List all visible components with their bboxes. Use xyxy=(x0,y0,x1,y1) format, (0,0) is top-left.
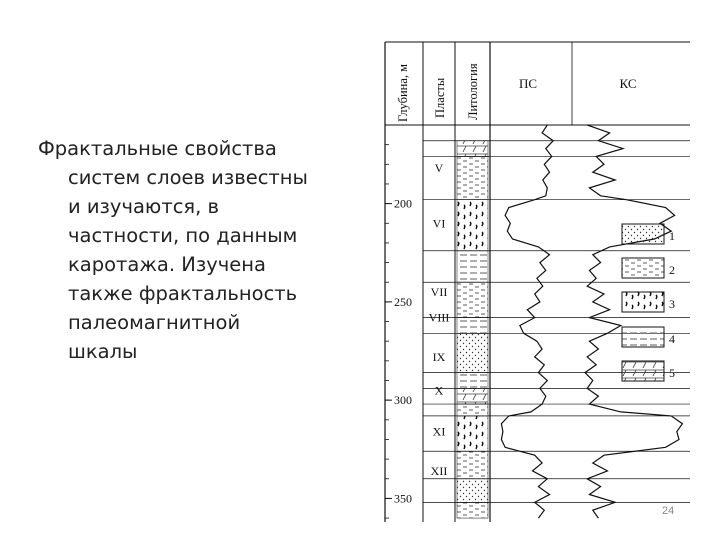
lithology-interval xyxy=(457,388,488,404)
legend-swatch xyxy=(622,327,664,347)
lithology-interval xyxy=(457,373,488,389)
legend-number: 5 xyxy=(669,366,675,380)
lithology-interval xyxy=(457,333,488,372)
depth-tick-label: 350 xyxy=(394,491,412,506)
lithology-interval xyxy=(457,318,488,334)
lithology-interval xyxy=(457,502,488,518)
text-line: частности, по данным xyxy=(68,224,298,247)
depth-tick-label: 250 xyxy=(394,294,412,309)
lithology-interval xyxy=(457,251,488,282)
layer-label: VII xyxy=(430,285,448,300)
ps-curve xyxy=(501,125,553,518)
lithology-interval xyxy=(457,479,488,503)
header-lithology: Литология xyxy=(466,63,480,120)
lithology-interval xyxy=(457,141,488,157)
lithology-interval xyxy=(457,282,488,317)
lithology-interval xyxy=(457,156,488,199)
legend-swatch xyxy=(622,292,664,312)
depth-tick-label: 200 xyxy=(394,196,412,211)
text-line: палеомагнитной xyxy=(68,311,241,334)
text-line: систем слоев известны xyxy=(68,166,308,189)
ks-curve xyxy=(585,125,682,518)
legend-swatch xyxy=(622,224,664,244)
layer-label: VIII xyxy=(428,310,450,325)
lithology-interval xyxy=(457,451,488,479)
lithology-column xyxy=(457,141,488,518)
slide-number: 24 xyxy=(662,505,675,517)
text-line: и изучаются, в xyxy=(68,195,220,218)
text-line: Фрактальные свойства xyxy=(38,137,277,160)
lithology-legend xyxy=(622,224,675,381)
layer-label: V xyxy=(434,161,444,176)
legend-number: 2 xyxy=(669,263,675,277)
header-layers: Пласты xyxy=(433,77,447,118)
layer-label: IX xyxy=(432,349,446,364)
layer-label: XI xyxy=(432,424,446,439)
lithology-interval xyxy=(457,200,488,251)
layer-labels xyxy=(429,161,450,478)
text-line: шкалы xyxy=(68,340,138,363)
layer-label: XII xyxy=(430,463,448,478)
legend-number: 3 xyxy=(669,297,675,311)
legend-swatch xyxy=(622,361,664,381)
legend-number: 1 xyxy=(669,229,675,243)
layer-label: VI xyxy=(432,216,446,231)
text-line: также фрактальность xyxy=(68,282,298,305)
lithology-interval xyxy=(457,404,488,416)
header-depth: Глубина, м xyxy=(396,63,410,122)
depth-axis xyxy=(385,145,412,518)
header-ks: КС xyxy=(619,76,637,91)
text-line: каротажа. Изучена xyxy=(68,253,266,276)
legend-number: 4 xyxy=(669,332,675,346)
lithology-interval xyxy=(457,416,488,451)
legend-swatch xyxy=(622,258,664,278)
depth-tick-label: 300 xyxy=(394,393,412,408)
layer-label: X xyxy=(434,383,444,398)
header-ps: ПС xyxy=(518,76,538,91)
